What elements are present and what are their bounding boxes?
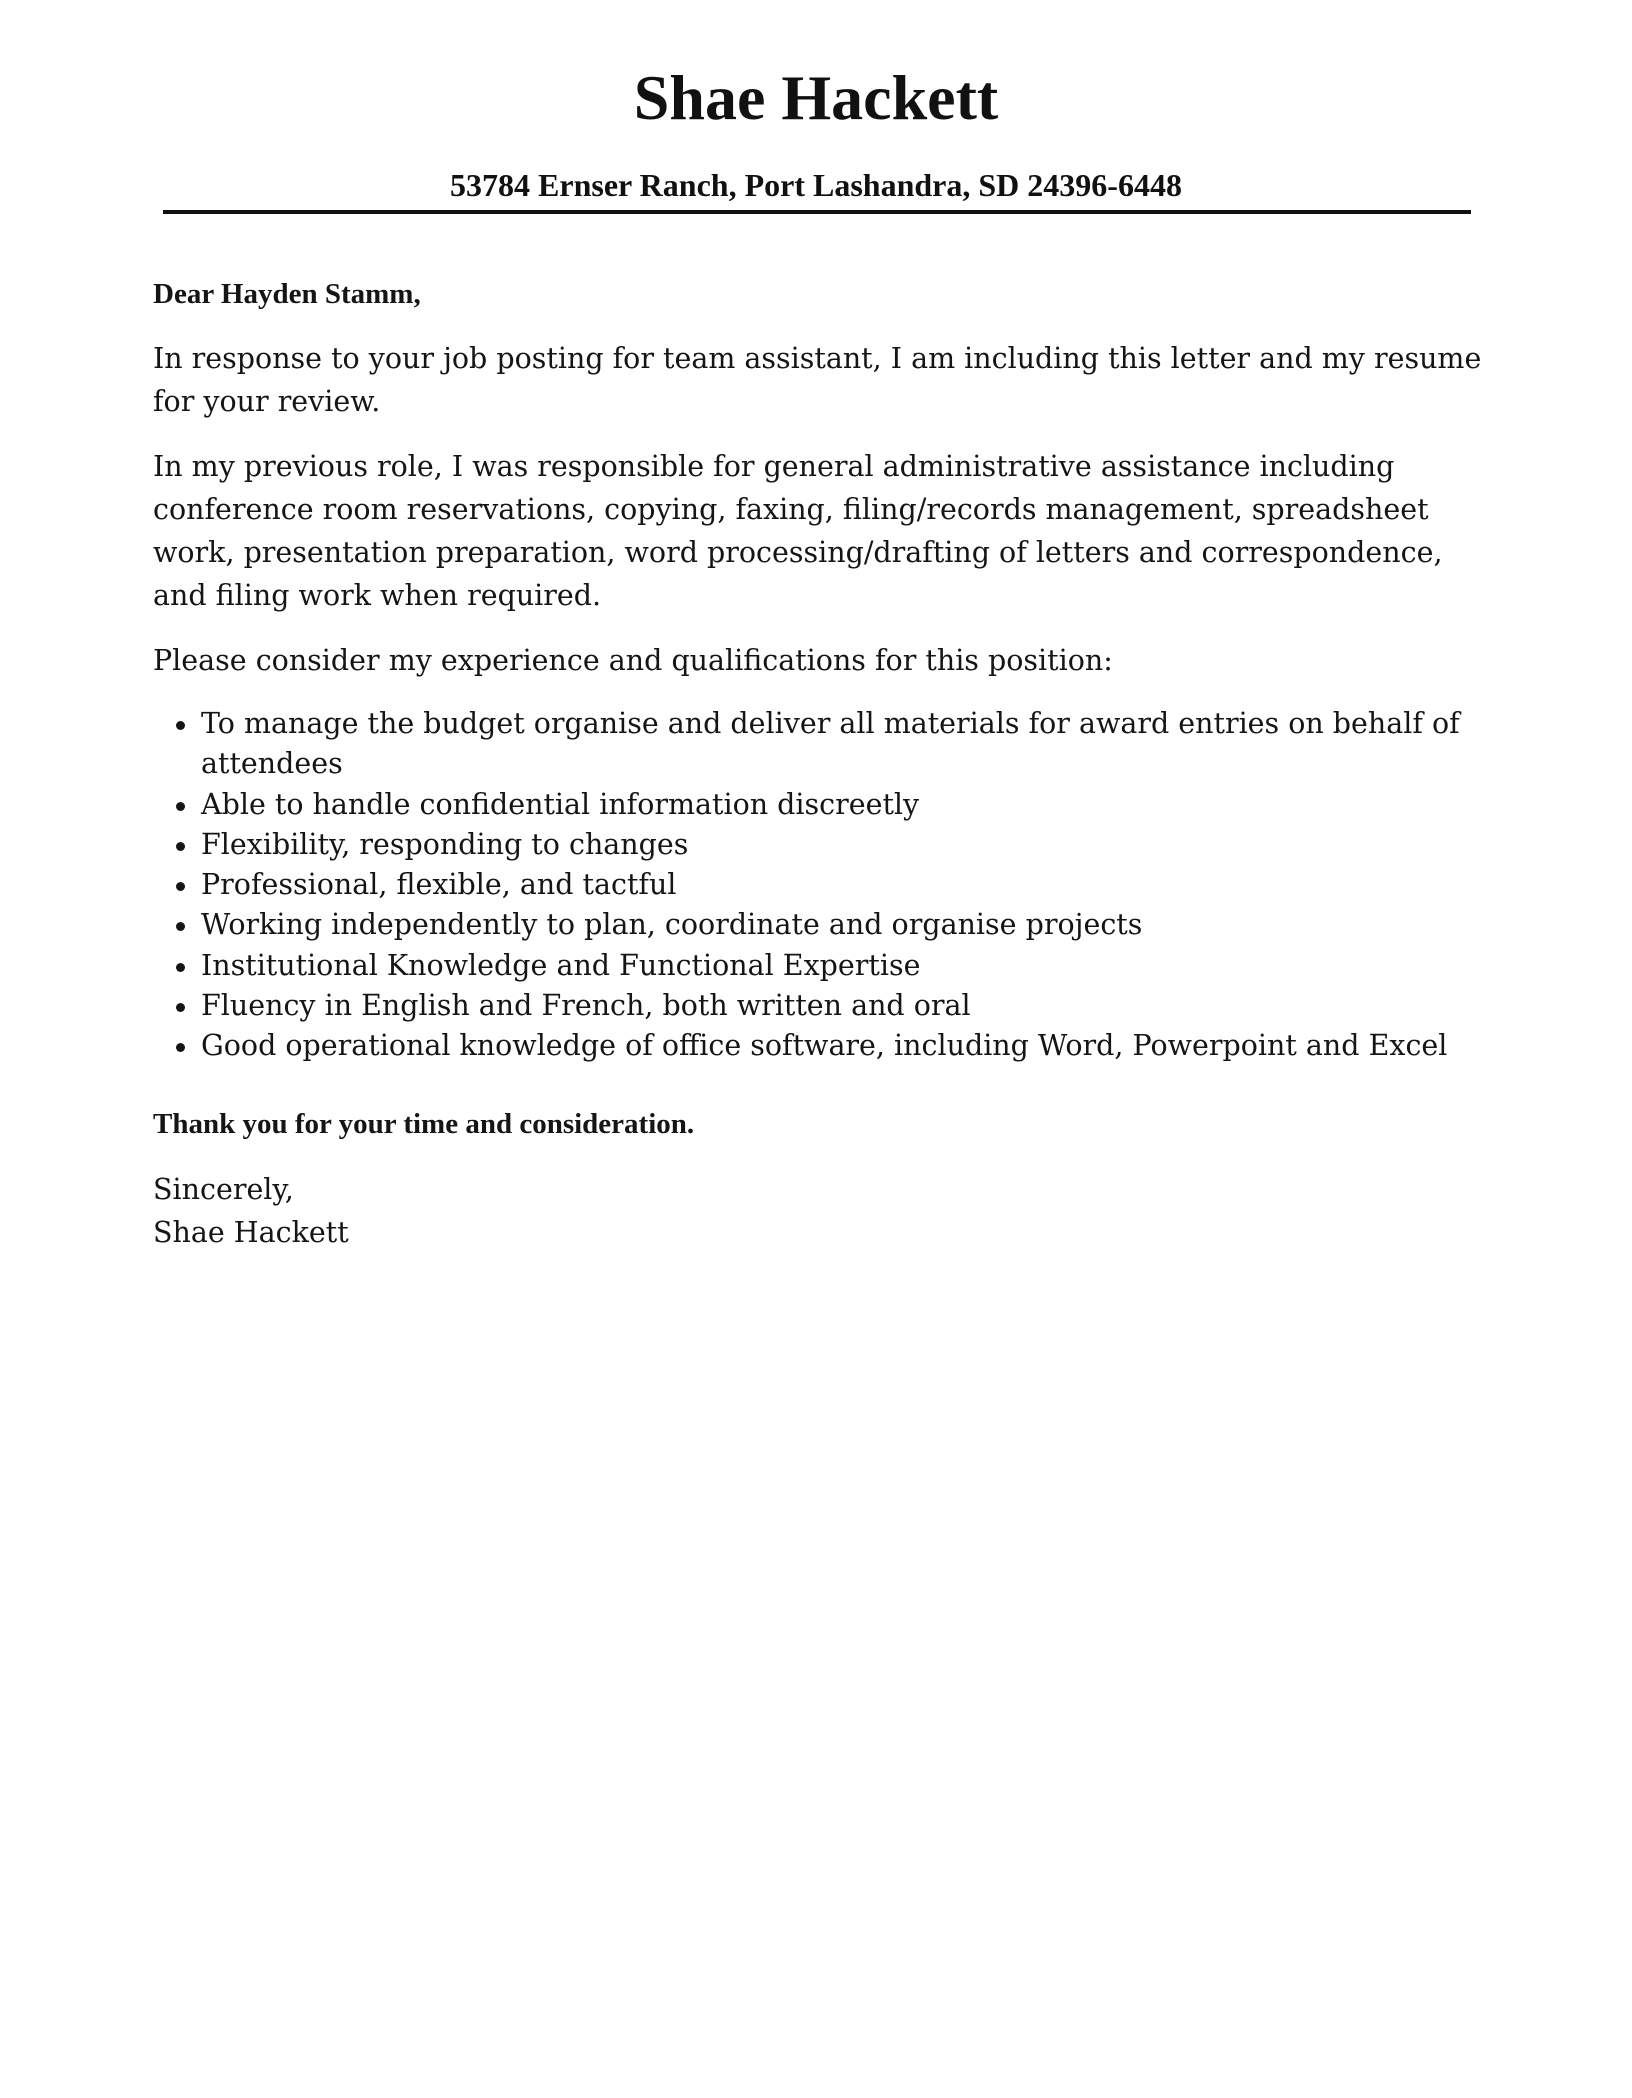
list-item-text: Able to handle confidential information discreetly [201, 787, 920, 821]
list-item-text: To manage the budget organise and deliver all materials for award entries on behalf of attendees [201, 707, 1460, 781]
bullet-icon [176, 1003, 185, 1012]
bullet-icon [176, 802, 185, 811]
list-item [153, 704, 1483, 785]
list-item [153, 986, 1483, 1026]
list-item-text: Flexibility, responding to changes [201, 827, 689, 861]
sender-address: 53784 Ernser Ranch, Port Lashandra, SD 24396-6448 [450, 167, 1182, 203]
signoff: Sincerely, [153, 1172, 294, 1206]
list-item-text: Fluency in English and French, both written and oral [201, 989, 971, 1023]
signature-name: Shae Hackett [153, 1215, 349, 1249]
bullet-icon [176, 922, 185, 931]
letter-body [153, 272, 1483, 1254]
list-item [153, 905, 1483, 945]
list-item [153, 865, 1483, 905]
bullet-icon [176, 842, 185, 851]
list-item-text: Good operational knowledge of office software, including Word, Powerpoint and Excel [201, 1029, 1448, 1063]
list-item-text: Institutional Knowledge and Functional Expertise [201, 948, 921, 982]
list-item [153, 785, 1483, 825]
list-item [153, 1026, 1483, 1066]
qualifications-intro: Please consider my experience and qualifications for this position: [153, 644, 1113, 677]
bullet-icon [176, 721, 185, 730]
bullet-icon [176, 1043, 185, 1052]
bullet-icon [176, 882, 185, 891]
intro-paragraph: In response to your job posting for team assistant, I am including this letter and my resume for your review. [153, 342, 1482, 418]
qualifications-list [153, 704, 1483, 1067]
salutation: Dear Hayden Stamm, [153, 278, 421, 310]
header-divider [163, 210, 1471, 214]
list-item [153, 825, 1483, 865]
experience-paragraph: In my previous role, I was responsible for general administrative assistance including conference room reservations, copying, faxing, filing/records management, spreadsheet work, presentation preparation, word processing/drafting of letters and correspondence, and filing work when required. [153, 450, 1443, 612]
list-item-text: Professional, flexible, and tactful [201, 868, 677, 902]
bullet-icon [176, 963, 185, 972]
list-item-text: Working independently to plan, coordinate and organise projects [201, 908, 1143, 942]
list-item [153, 946, 1483, 986]
sender-name: Shae Hackett [633, 62, 999, 133]
closing-line: Thank you for your time and consideration. [153, 1107, 695, 1140]
